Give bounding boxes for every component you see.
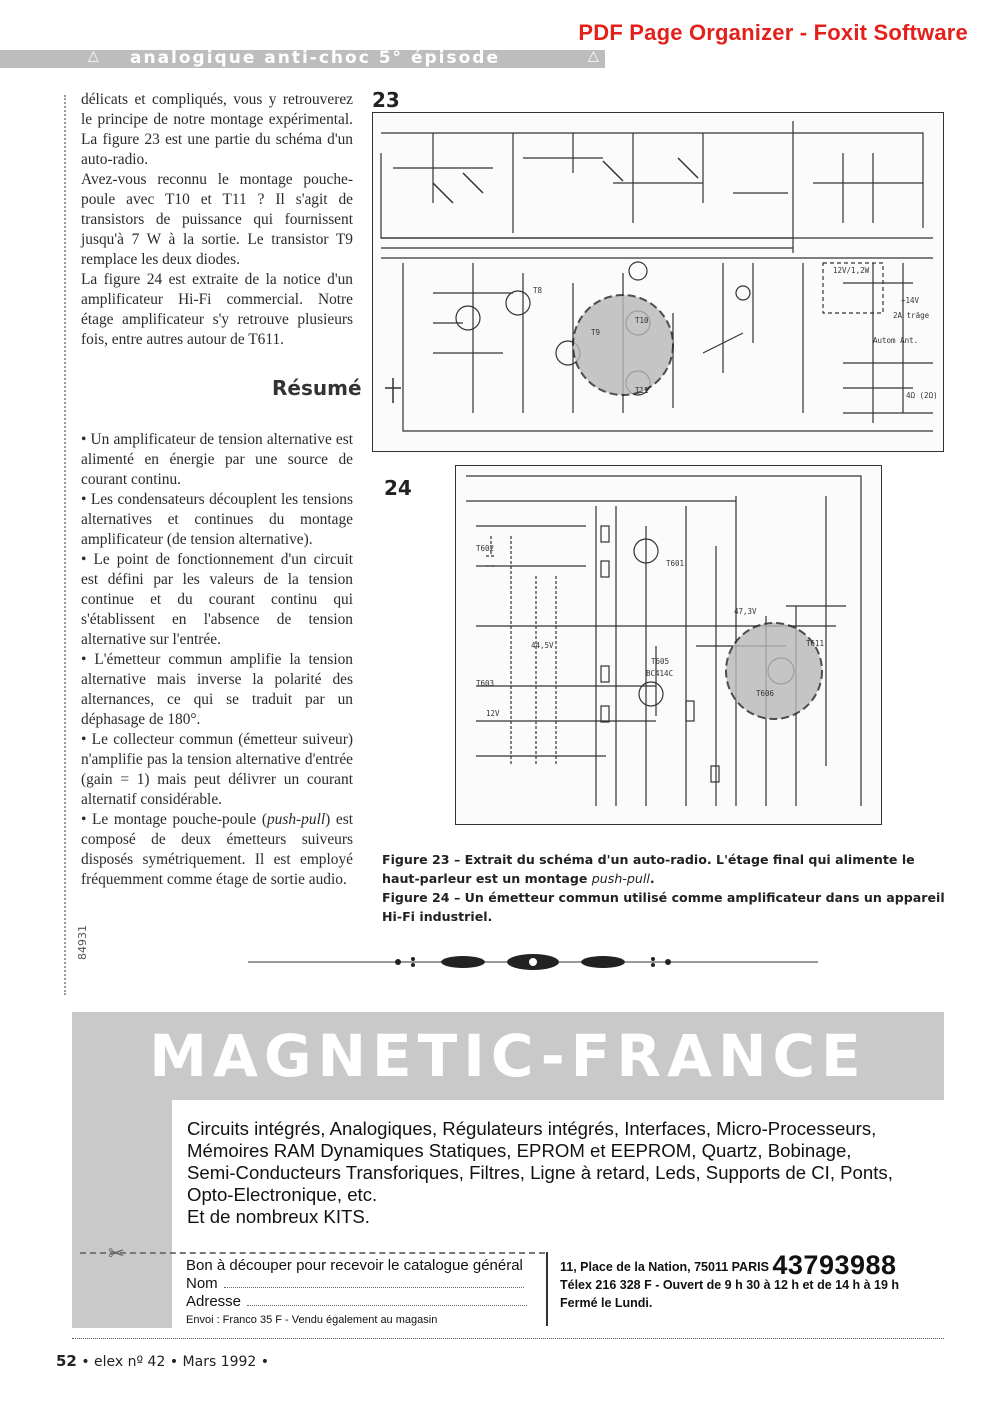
schematic-label: T611 [806, 639, 825, 648]
schematic-label: Autom Ant. [873, 336, 919, 345]
schematic-23-drawing [373, 113, 943, 451]
contact-info [560, 1250, 900, 1312]
schematic-label: T606 [756, 689, 775, 698]
intro-text [81, 90, 353, 350]
cut-line [80, 1252, 545, 1254]
resume-item: • Le collecteur commun (émetteur suiveur) n'amplifie pas la tension alternative d'entrée (gain = 1) mais peut délivrer un courant alternatif considérable. [81, 731, 353, 808]
coupon-name-field[interactable]: Nom [186, 1275, 527, 1293]
coupon-title: Bon à découper pour recevoir le catalogue général [186, 1257, 523, 1274]
schematic-label: T9 [591, 328, 601, 337]
ad-line: Et de nombreux KITS. [187, 1206, 370, 1227]
paragraph: La figure 24 est extraite de la notice d'un amplificateur Hi-Fi commercial. Notre étage amplificateur s'y retrouve plusieurs fois, entre autres autour de T611. [81, 271, 353, 348]
shop-address: 11, Place de la Nation, 75011 PARIS [560, 1260, 769, 1274]
ad-line: Mémoires RAM Dynamiques Statiques, EPROM et EEPROM, Quartz, Bobinage, [187, 1140, 852, 1161]
ad-line: Circuits intégrés, Analogiques, Régulateurs intégrés, Interfaces, Micro-Processeurs, [187, 1118, 877, 1139]
triangle-icon: △ [88, 48, 99, 64]
figure-24-schematic [455, 465, 882, 825]
coupon-divider [546, 1252, 548, 1326]
resume-item: • Les condensateurs découplent les tensions alternatives et continues du montage amplificateur (de tension alternative). [81, 491, 353, 548]
ornament-divider [248, 950, 818, 974]
resume-item: • Le point de fonctionnement d'un circuit est défini par les valeurs de la tension continue et du courant continu qui s'établissent en l'absence de tension alternative sur l'entrée. [81, 551, 353, 648]
ad-product-list [187, 1118, 947, 1228]
telex-hours: Télex 216 328 F - Ouvert de 9 h 30 à 12 h et de 14 h à 19 h [560, 1278, 900, 1292]
ad-brand: MAGNETIC-FRANCE [149, 1022, 867, 1090]
resume-heading: Résumé [272, 376, 362, 400]
coupon-note: Envoi : Franco 35 F - Vendu également au magasin [186, 1314, 438, 1326]
coupon-address-field[interactable]: Adresse [186, 1293, 527, 1311]
resume-item: • L'émetteur commun amplifie la tension alternative mais inverse la polarité des alternances, ce qui se traduit par un déphasage de 180°. [81, 651, 353, 728]
caption-23: Figure 23 – Extrait du schéma d'un auto-radio. L'étage final qui alimente le haut-parleur est un montage push-pull. [382, 852, 915, 886]
schematic-label: BC414C [646, 669, 674, 678]
schematic-label: T11 [635, 386, 649, 395]
phone-number: 43793988 [772, 1250, 897, 1280]
ad-line: Opto-Electronique, etc. [187, 1184, 378, 1205]
order-coupon [186, 1257, 527, 1329]
closed-day: Fermé le Lundi. [560, 1296, 653, 1310]
margin-dots [64, 95, 66, 995]
schematic-label: 12V/1,2W [833, 266, 870, 275]
watermark: PDF Page Organizer - Foxit Software [578, 20, 968, 45]
issue-info: • elex nº 42 • Mars 1992 • [81, 1354, 270, 1370]
schematic-label: T10 [635, 316, 649, 325]
schematic-label: T605 [651, 657, 670, 666]
caption-24: Figure 24 – Un émetteur commun utilisé comme amplificateur dans un appareil Hi-Fi industriel. [382, 890, 945, 924]
figure-23-number: 23 [372, 88, 400, 112]
page-footer [56, 1352, 269, 1370]
footer-rule [72, 1338, 944, 1339]
triangle-icon: △ [588, 48, 599, 64]
schematic-label: 47,3V [734, 607, 757, 616]
scissors-icon: ✂ [108, 1241, 125, 1265]
figure-24-number: 24 [384, 476, 412, 500]
schematic-label: 2A träge [893, 311, 930, 320]
paragraph: délicats et compliqués, vous y retrouverez le principe de notre montage expérimental. La figure 23 est une partie du schéma d'un auto-radio. [81, 91, 353, 168]
schematic-label: T8 [533, 286, 543, 295]
figure-captions [382, 850, 952, 926]
schematic-label: 44,5V [531, 641, 554, 650]
schematic-24-drawing [456, 466, 881, 824]
schematic-label: 4Ω (2Ω) [906, 391, 938, 400]
schematic-label: T602 [476, 544, 495, 553]
schematic-label: +14V [901, 296, 920, 305]
figure-23-schematic [372, 112, 944, 452]
schematic-label: 12V [486, 709, 500, 718]
resume-item: • Le montage pouche-poule (push-pull) est composé de deux émetteurs suiveurs disposés symétriquement. Il est employé fréquemment comme étage de sortie audio. [81, 811, 353, 888]
page-header-title: analogique anti-choc 5° épisode [130, 48, 500, 68]
paragraph: Avez-vous reconnu le montage pouche-poule avec T10 et T11 ? Il s'agit de transistors de puissance qui fournissent jusqu'à 7 W à la sortie. Le transistor T9 remplace les deux diodes. [81, 171, 353, 268]
ad-line: Semi-Conducteurs Transforiques, Filtres, Ligne à retard, Leds, Supports de CI, Ponts, [187, 1162, 893, 1183]
schematic-label: T603 [476, 679, 495, 688]
schematic-label: T601 [666, 559, 685, 568]
page-number: 52 [56, 1352, 77, 1370]
resume-item: • Un amplificateur de tension alternative est alimenté en énergie par une source de courant continu. [81, 431, 353, 488]
side-code: 84931 [76, 925, 89, 960]
resume-list [81, 430, 353, 890]
